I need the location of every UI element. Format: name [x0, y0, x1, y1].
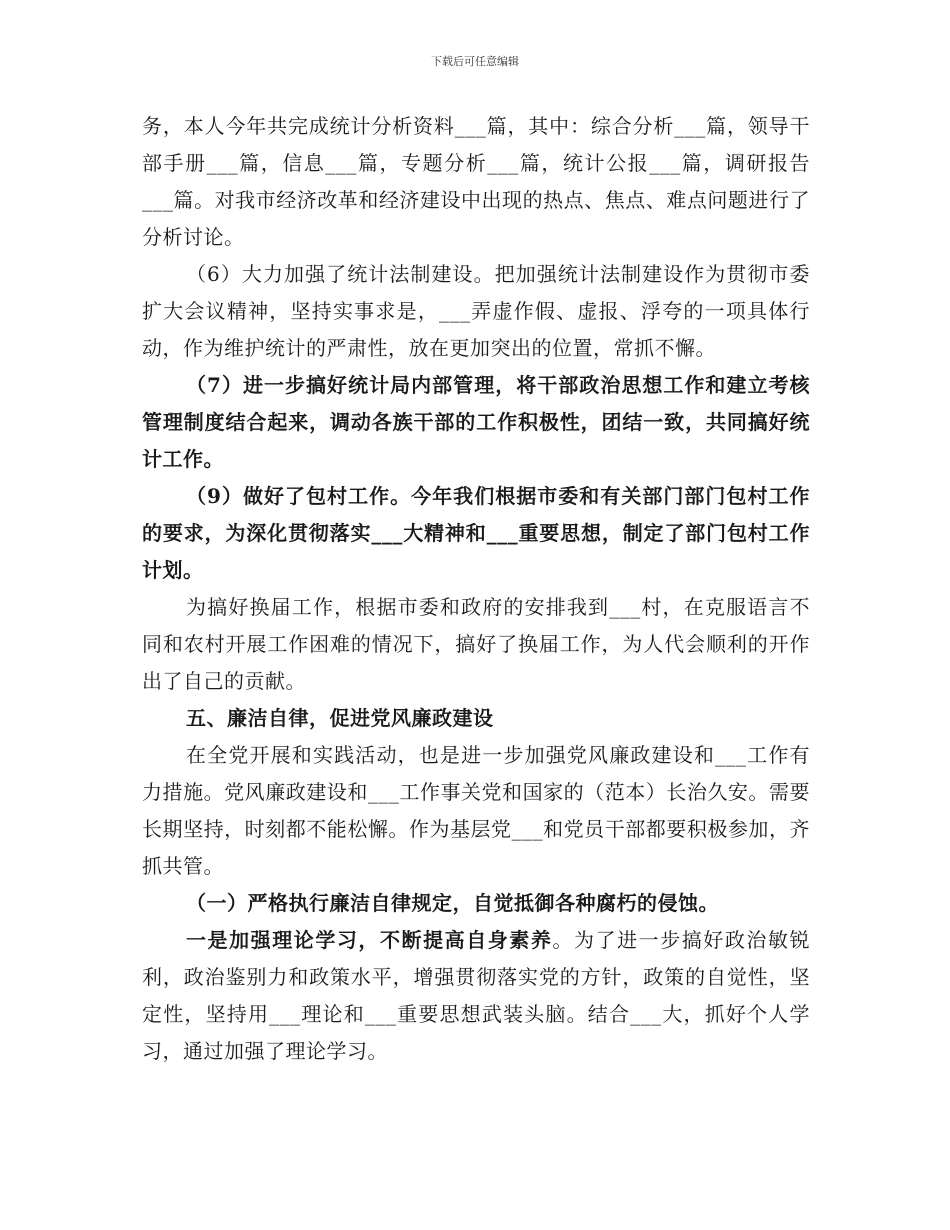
subheading-self-discipline: （一）严格执行廉洁自律规定，自觉抵御各种腐朽的侵蚀。 — [186, 891, 719, 915]
paragraph-election-work: 为搞好换届工作，根据市委和政府的安排我到___村，在克服语言不同和农村开展工作困难的情况下，搞好了换届工作，为人代会顺利的开作出了自己的贡献。 — [142, 595, 810, 693]
paragraph-village-work: （9）做好了包村工作。今年我们根据市委和有关部门部门包村工作的要求，为深化贯彻落实___大精神和___重要思想，制定了部门包村工作计划。 — [142, 484, 810, 582]
section-heading-integrity: 五、廉洁自律，促进党风廉政建设 — [186, 706, 494, 730]
paragraph-theory-study — [142, 922, 810, 1070]
paragraph-theory-study-body: 。为了进一步搞好政治敏锐利，政治鉴别力和政策水平，增强贯彻落实党的方针，政策的自觉性，坚定性，坚持用___理论和___重要思想武装头脑。结合___大，抓好个人学习，通过加强了理论学习。 — [142, 928, 811, 1063]
paragraph-party-conduct: 在全党开展和实践活动，也是进一步加强党风廉政建设和___工作有力措施。党风廉政建设和___工作事关党和国家的（范本）长治久安。需要长期坚持，时刻都不能松懈。作为基层党___和党员干部都要积极参加，齐抓共管。 — [142, 743, 810, 878]
document-body — [142, 108, 810, 1070]
paragraph-statistics-analysis: 务，本人今年共完成统计分析资料___篇，其中：综合分析___篇，领导干部手册___篇，信息___篇，专题分析___篇，统计公报___篇，调研报告___篇。对我市经济改革和经济建设中出现的热点、焦点、难点问题进行了分析讨论。 — [142, 114, 810, 249]
page-header: 下载后可任意编辑 — [431, 55, 519, 68]
paragraph-internal-management: （7）进一步搞好统计局内部管理，将干部政治思想工作和建立考核管理制度结合起来，调动各族干部的工作积极性，团结一致，共同搞好统计工作。 — [142, 373, 810, 471]
paragraph-legal-construction: （6）大力加强了统计法制建设。把加强统计法制建设作为贯彻市委扩大会议精神，坚持实事求是，___弄虚作假、虚报、浮夸的一项具体行动，作为维护统计的严肃性，放在更加突出的位置，常抓不懈。 — [142, 262, 810, 360]
paragraph-theory-study-lead: 一是加强理论学习，不断提高自身素养 — [186, 928, 553, 952]
